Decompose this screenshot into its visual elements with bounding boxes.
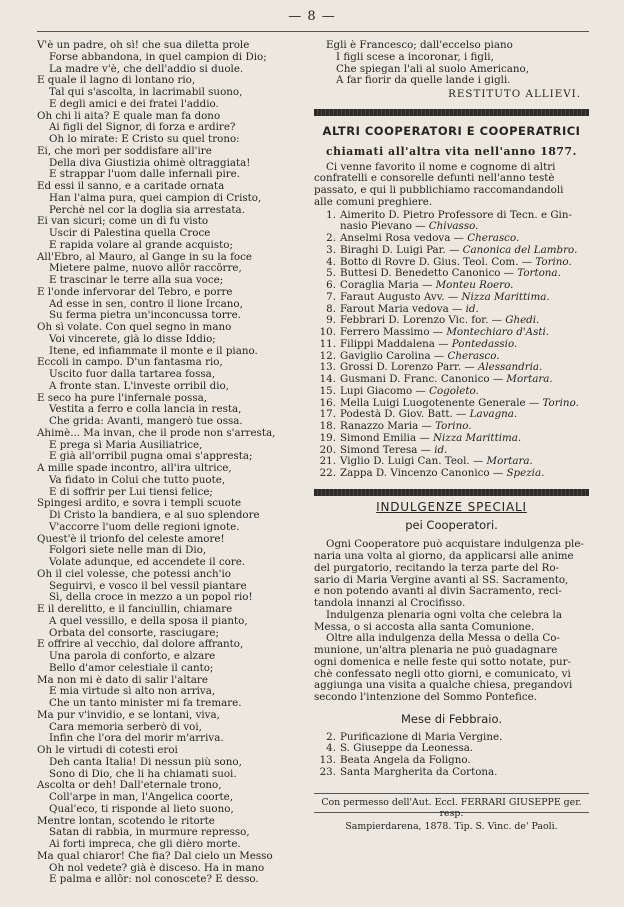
paragraph-line: e non potendo avanti al divin Sacramento, reci- <box>314 586 562 598</box>
list-number: 2. <box>326 233 336 244</box>
place-name: id. <box>434 444 448 456</box>
section-subtitle-indulgenze: pei Cooperatori. <box>405 517 498 532</box>
list-number: 22. <box>319 468 336 479</box>
person-name: Simond Teresa — <box>340 444 431 456</box>
person-name: Viglio D. Luigi Can. Teol. — <box>340 456 484 468</box>
poem-line: E l'onde infervorar del Tebro, e porre <box>37 286 233 298</box>
feast-name: S. Giuseppe da Leonessa. <box>340 743 474 755</box>
poem-line: Uscito fuor dalla tartarea fossa, <box>49 369 216 380</box>
person-name: Mella Luigi Luogotenente Generale — <box>340 397 540 409</box>
poem-line: Oh sì volate. Con quel segno in mano <box>37 322 232 333</box>
list-number: 4. <box>326 256 336 268</box>
list-item <box>314 304 589 316</box>
poem-line: E rapida volare al grande acquisto; <box>49 239 233 251</box>
poem-line: Deh canta Italia! Di nessun più sono, <box>49 756 242 768</box>
place-name: id. <box>465 303 479 315</box>
paragraph-line: aggiunga una visita a qualche chiesa, pregandovi <box>314 680 573 692</box>
ornamental-bar <box>314 109 589 116</box>
poem-line: Oh lo mirate: È Cristo su quel trono: <box>49 134 240 145</box>
feast-day: 2. <box>326 731 336 743</box>
person-name: Podestà D. Giov. Batt. — <box>340 409 467 421</box>
list-number: 15. <box>319 385 336 397</box>
person-name: Coraglia Maria — <box>340 280 433 291</box>
poem-line: Oh il ciel volesse, che potessi anch'io <box>37 568 231 580</box>
place-name: Cogoleto. <box>429 385 479 397</box>
poem-line: Itene, ed infiammate il monte e il piano. <box>49 345 258 357</box>
place-name: Pontedassio. <box>451 338 518 350</box>
poem-line: Ma qual chiaror! Che fia? Dal cielo un Messo <box>37 850 273 862</box>
list-item <box>314 292 589 304</box>
feast-day: 4. <box>326 743 336 755</box>
footer-imprint: Sampierdarena, 1878. Tip. S. Vinc. de' Paoli. <box>345 820 558 832</box>
poem-line: Folgori siete nelle man di Dio, <box>49 545 207 557</box>
poem-line: Volate adunque, ed accendete il core. <box>49 557 246 568</box>
person-name: Ferrero Massimo — <box>340 327 444 338</box>
list-number: 7. <box>326 291 336 303</box>
list-number: 14. <box>319 374 336 385</box>
poem-line: Satan di rabbia, in murmure represso, <box>49 827 250 839</box>
list-item <box>314 374 589 386</box>
list-item <box>314 386 589 398</box>
poem-line: Vestita a ferro e colla lancia in resta, <box>49 404 242 416</box>
footer-permission: Con permesso dell'Aut. Eccl. FERRARI GIUSEPPE ger. resp. <box>321 796 582 820</box>
paragraph-line: Oltre alla indulgenza della Messa o della Co- <box>326 633 560 645</box>
poem-line: Ma pur v'invidio, e se lontani, viva, <box>37 709 220 721</box>
poem-line: Oh chi li aita? E quale man fa dono <box>37 110 221 122</box>
list-number: 8. <box>326 303 336 315</box>
paragraph-line: ogni domenica e nelle feste qui sotto notate, pur- <box>314 656 572 668</box>
paragraph-line: Indulgenza plenaria ogni volta che celebra la <box>326 609 562 621</box>
poem-line: Voi vincerete, già lo disse Iddio; <box>49 333 216 345</box>
person-name: Zappa D. Vincenzo Canonico — <box>340 468 504 479</box>
list-item <box>314 339 589 351</box>
list-item <box>314 456 589 468</box>
paragraph-line: chè confessato negli otto giorni, e comunicato, vi <box>314 668 571 680</box>
poem-line: V'accorre l'uom delle regioni ignote. <box>49 521 240 533</box>
poem-line: Ai forti impreca, che gli dièro morte. <box>49 839 241 850</box>
feast-name: Purificazione di Maria Vergine. <box>340 731 503 743</box>
paragraph-line: sario di Maria Vergine avanti al SS. Sacramento, <box>314 574 569 586</box>
list-number: 5. <box>326 268 336 280</box>
person-name: Gusmani D. Franc. Canonico — <box>340 374 504 385</box>
place-name: Cherasco. <box>447 350 500 362</box>
list-item <box>314 210 589 222</box>
person-name: Farout Maria vedova — <box>340 303 463 315</box>
poem-line: All'Ebro, al Mauro, al Gange in su la foce <box>37 251 252 263</box>
poem-line: Sì, della croce in mezzo a un popol rio! <box>49 592 253 604</box>
poem-line: Spingesi ardito, e sovra i templi scuote <box>37 498 242 510</box>
poem-line: E quale il lagno di lontano rio, <box>37 75 196 87</box>
indulgence-paragraph-3 <box>314 633 589 704</box>
paragraph-line: secondo l'intenzione del Sommo Pontefice. <box>314 692 537 703</box>
poem-line: Sono di Dio, che li ha chiamati suoi. <box>49 768 237 780</box>
indulgence-paragraph-2 <box>314 610 589 634</box>
poem-line: Che un tanto minister mi fa tremare. <box>49 698 242 709</box>
poem-line: Che grida: Avanti, mangerò tue ossa. <box>49 416 243 427</box>
poem-line: Coll'arpe in man, l'Angelica coorte, <box>49 792 234 803</box>
poem-line: Ai figli del Signor, di forza e ardire? <box>49 122 236 134</box>
paragraph-line: Ogni Cooperatore può acquistare indulgenza ple- <box>326 539 584 551</box>
paragraph-line: naria una volta al giorno, da applicarsi alle anime <box>314 551 574 562</box>
poem-line: E degli amici e dei fratei l'addio. <box>49 98 219 110</box>
list-item <box>314 268 589 280</box>
poem-line: E già all'orribil pugna omai s'appresta; <box>49 451 253 463</box>
poem-line: Uscir di Palestina quella Croce <box>49 228 211 239</box>
place-name: Ghedi. <box>505 315 540 327</box>
top-rule <box>37 31 589 32</box>
place-name: Tortona. <box>517 268 561 280</box>
poem-line: Su ferma pietra un'inconcussa torre. <box>49 310 241 322</box>
list-number: 1. <box>326 209 336 221</box>
list-item <box>314 421 589 433</box>
person-name: Buttesi D. Benedetto Canonico — <box>340 268 514 280</box>
poem-line: Una parola di conforto, e alzare <box>49 651 216 662</box>
place-name: Cherasco. <box>467 233 520 244</box>
place-name: Alessandria. <box>477 362 543 374</box>
list-item <box>314 445 589 457</box>
place-name: Chivasso. <box>428 221 479 233</box>
person-name: Grossi D. Lorenzo Parr. — <box>340 362 475 374</box>
feast-day: 13. <box>319 755 336 766</box>
list-item <box>314 257 589 269</box>
section-title-cooperatori: ALTRI COOPERATORI E COOPERATRICI <box>322 123 581 138</box>
poem-line: I figli scese a incoronar, i figli, <box>336 51 494 63</box>
list-number: 12. <box>319 350 336 362</box>
poem-line: A far fiorir da quelle lande i gigli. <box>336 75 511 87</box>
feast-name: Santa Margherita da Cortona. <box>340 766 498 778</box>
poem-line: A fronte stan. L'investe orribil dio, <box>49 380 229 392</box>
poem-line: Quest'è il trionfo del celeste amore! <box>37 533 225 545</box>
poem-line: E prega sì Maria Ausiliatrice, <box>49 439 203 451</box>
person-name-cont: nasio Pievano — <box>340 221 426 233</box>
paragraph-line: passato, e qui li pubblichiamo raccomandandoli <box>314 185 564 196</box>
poem-line: Cara memoria serberò di voi, <box>49 721 202 733</box>
list-item <box>314 245 589 257</box>
list-item-continuation <box>314 221 589 233</box>
list-item <box>314 433 589 445</box>
poem-line: Bello d'amor celestiale il canto; <box>49 662 214 674</box>
list-number: 3. <box>326 244 336 256</box>
list-number: 21. <box>319 456 336 468</box>
person-name: Febbrari D. Lorenzo Vic. for. — <box>340 315 502 327</box>
person-name: Lupi Giacomo — <box>340 385 426 397</box>
paragraph-line: del purgatorio, recitando la terza parte del Ro- <box>314 562 560 574</box>
section-title-indulgenze: INDULGENZE SPECIALI <box>376 499 527 514</box>
footer-rule <box>314 793 589 794</box>
poem-line: E trascinar le terre alla sua voce; <box>49 275 224 286</box>
list-number: 9. <box>326 315 336 327</box>
list-item <box>314 409 589 421</box>
place-name: Spezia. <box>506 468 545 479</box>
poem-line: Va fidato in Colui che tutto puote, <box>49 474 226 486</box>
poem-line: E palma e allôr: nol conoscete? È desso. <box>49 874 259 886</box>
poem-line: A quel vessillo, e della sposa il pianto, <box>49 615 248 627</box>
feast-item <box>314 743 589 755</box>
paragraph-line: Ci venne favorito il nome e cognome di altri <box>326 161 556 173</box>
person-name: Anselmi Rosa vedova — <box>340 233 464 244</box>
ornamental-bar <box>314 489 589 496</box>
poem-line: Forse abbandona, in quel campion di Dio; <box>49 51 267 63</box>
place-name: Mortara. <box>486 456 533 468</box>
poem-line: Ahimè... Ma invan, che il prode non s'arresta, <box>37 427 276 439</box>
list-item <box>314 468 589 480</box>
poem-line: Ascolta or deh! Dall'eternale trono, <box>37 780 222 792</box>
person-name: Simond Emilia — <box>340 432 430 444</box>
poem-line: E strappar l'uom dalle infernali pire. <box>49 169 241 181</box>
place-name: Canonica del Lambro. <box>462 244 578 256</box>
list-number: 11. <box>319 338 336 350</box>
page-number: — 8 — <box>288 9 336 24</box>
feast-item <box>314 732 589 744</box>
feast-item <box>314 755 589 767</box>
place-name: Nizza Marittima. <box>461 291 550 303</box>
feast-item <box>314 767 589 779</box>
place-name: Nizza Marittima. <box>432 432 522 444</box>
list-number: 16. <box>319 397 336 409</box>
person-name: Gaviglio Carolina — <box>340 350 445 362</box>
list-number: 18. <box>319 421 336 432</box>
list-item <box>314 362 589 374</box>
poem-line: A mille spade incontro, all'ira ultrice, <box>37 463 232 474</box>
feast-day: 23. <box>319 766 336 778</box>
list-number: 13. <box>319 362 336 374</box>
poem-line: E offrire al vecchio, dal dolore affranto, <box>37 639 244 651</box>
poem-line: Han l'alma pura, quei campion di Cristo, <box>49 192 262 204</box>
place-name: Monteu Roero. <box>435 280 514 291</box>
poem-line: Qual'eco, ti risponde al lieto suono, <box>49 803 234 815</box>
place-name: Montechiaro d'Asti. <box>446 327 550 338</box>
feast-list <box>314 732 589 779</box>
poem-line: Perchè nel cor la doglia sia arrestata. <box>49 204 245 216</box>
poem-line: Ei, che morì per soddisfare all'ire <box>37 145 212 157</box>
poem-line: Di Cristo la bandiera, e al suo splendore <box>49 510 260 521</box>
paragraph-line: munione, un'altra plenaria ne può guadagnare <box>314 645 558 656</box>
poem-line: Ed essi il sanno, e a caritade ornata <box>37 181 225 192</box>
feast-name: Beata Angela da Foligno. <box>340 755 471 766</box>
poem-signature: RESTITUTO ALLIEVI. <box>448 88 581 100</box>
list-item <box>314 280 589 292</box>
poem-line: Ma non mi è dato di salir l'altare <box>37 674 208 686</box>
paragraph-line: alle comuni preghiere. <box>314 196 433 208</box>
place-name: Mortara. <box>506 374 553 385</box>
poem-line: Mentre lontan, scotendo le ritorte <box>37 815 215 827</box>
poem-line: Eccoli in campo. D'un fantasma rio, <box>37 357 223 369</box>
poem-continuation <box>314 40 589 87</box>
poem-line: Ei van sicuri; come un dì fu visto <box>37 216 209 228</box>
list-number: 17. <box>319 409 336 421</box>
list-item <box>314 351 589 363</box>
person-name: Ranazzo Maria — <box>340 421 432 432</box>
person-name: Filippi Maddalena — <box>340 338 449 350</box>
poem-line: Che spiegan l'ali al suolo Americano, <box>336 63 530 75</box>
month-title: Mese di Febbraio. <box>401 711 502 726</box>
list-number: 20. <box>319 444 336 456</box>
left-column-poem <box>37 40 303 886</box>
list-item <box>314 233 589 245</box>
place-name: Torino. <box>542 397 579 409</box>
paragraph-line: confratelli e consorelle defunti nell'anno testè <box>314 173 555 185</box>
list-number: 10. <box>319 327 336 338</box>
poem-line: Mietere palme, nuovo allôr raccôrre, <box>49 263 242 275</box>
section-intro <box>314 162 589 209</box>
list-number: 19. <box>319 432 336 444</box>
poem-line: Infin che l'ora del morir m'arriva. <box>49 733 224 745</box>
place-name: Torino. <box>535 256 572 268</box>
list-number: 6. <box>326 280 336 291</box>
list-item <box>314 398 589 410</box>
poem-line: E di soffrir per Lui tiensi felice; <box>49 486 213 498</box>
paragraph-line: tandola innanzi al Crocifisso. <box>314 598 466 609</box>
right-column <box>314 40 589 832</box>
poem-line: Della diva Giustizia ohimè oltraggiata! <box>49 157 251 169</box>
person-name: Faraut Augusto Avv. — <box>340 291 459 303</box>
paragraph-line: Messa, o si accosta alla santa Comunione. <box>314 621 535 633</box>
list-item <box>314 327 589 339</box>
poem-line: Ad esse in sen, contro il lione Ircano, <box>49 298 243 310</box>
section-subtitle-cooperatori: chiamati all'altra vita nell'anno 1877. <box>325 144 578 158</box>
person-name: Biraghi D. Luigi Par. — <box>340 244 460 256</box>
poem-line: Oh le virtudi di cotesti eroi <box>37 745 178 756</box>
poem-line: E il derelitto, e il fanciullin, chiamare <box>37 604 233 615</box>
indulgence-paragraph-1 <box>314 539 589 610</box>
list-item <box>314 315 589 327</box>
poem-line: E mia virtude sì alto non arriva, <box>49 686 216 698</box>
person-name: Aimerito D. Pietro Professore di Tecn. e Gin- <box>340 209 572 221</box>
poem-line: Oh nol vedete? già è disceso. Ha in mano <box>49 862 265 874</box>
poem-line: Orbata del consorte, rasciugare; <box>49 627 219 639</box>
poem-line: E seco ha pure l'infernale possa, <box>37 392 208 404</box>
place-name: Torino. <box>435 421 472 432</box>
poem-line: Seguirvi, e vosco il bel vessil piantare <box>49 580 247 592</box>
person-name: Botto di Rovre D. Gius. Teol. Com. — <box>340 256 533 268</box>
deceased-list <box>314 210 589 480</box>
poem-line: La madre v'è, che dell'addio si duole. <box>49 63 244 75</box>
place-name: Lavagna. <box>469 409 518 421</box>
poem-line: V'è un padre, oh sì! che sua diletta prole <box>37 40 250 51</box>
poem-line: Tal qui s'ascolta, in lacrimabil suono, <box>49 87 243 98</box>
poem-line: Egli è Francesco; dall'eccelso piano <box>326 40 513 51</box>
